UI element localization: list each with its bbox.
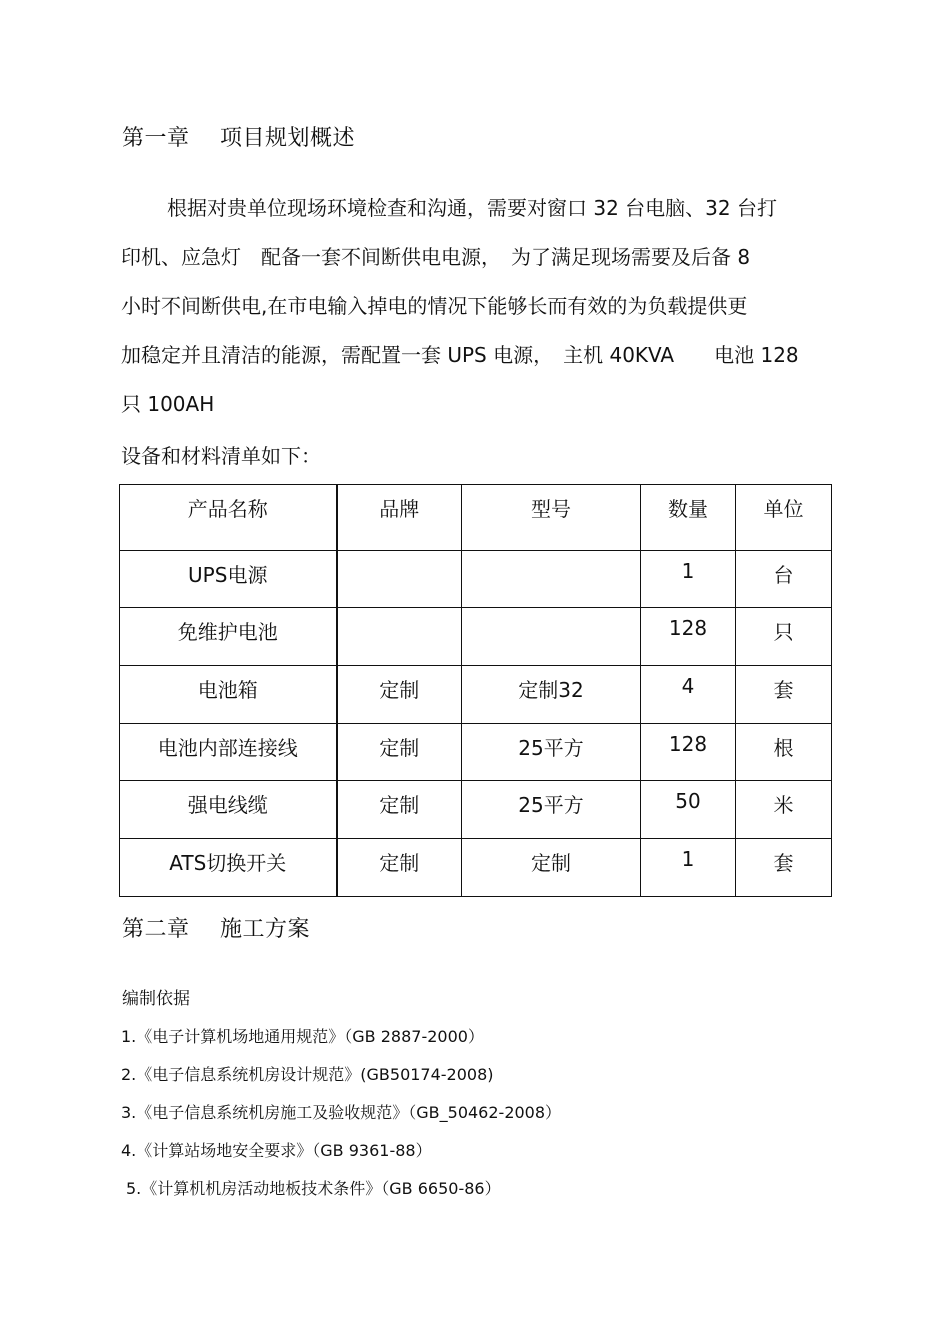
table-row	[120, 608, 832, 666]
cell-product-name: ATS切换开关	[120, 839, 337, 897]
chapter-2-heading	[122, 912, 310, 943]
chapter-1-title: 项目规划概述	[220, 126, 356, 151]
basis-heading: 编制依据	[122, 989, 190, 1009]
cell-unit: 套	[736, 666, 832, 724]
header-model: 型号	[462, 485, 641, 551]
cell-quantity: 128	[641, 608, 736, 666]
table-header-row	[120, 485, 832, 551]
cell-unit: 只	[736, 608, 832, 666]
intro-paragraph	[121, 184, 831, 429]
cell-unit: 台	[736, 551, 832, 608]
chapter-2-title: 施工方案	[220, 917, 311, 942]
reference-item: 3.《电子信息系统机房施工及验收规范》（GB_50462-2008）	[121, 1103, 562, 1122]
cell-quantity: 1	[641, 551, 736, 608]
header-product-name: 产品名称	[120, 485, 337, 551]
cell-product-name: 免维护电池	[120, 608, 337, 666]
reference-item: 2.《电子信息系统机房设计规范》(GB50174-2008)	[121, 1065, 494, 1084]
cell-quantity: 4	[641, 666, 736, 724]
intro-line: 小时不间断供电,在市电输入掉电的情况下能够长而有效的为负载提供更	[121, 294, 748, 318]
cell-model: 25平方	[462, 724, 641, 781]
header-unit: 单位	[736, 485, 832, 551]
cell-brand: 定制	[337, 839, 462, 897]
chapter-1-heading	[122, 121, 355, 152]
cell-product-name: UPS电源	[120, 551, 337, 608]
cell-quantity: 1	[641, 839, 736, 897]
list-intro: 设备和材料清单如下：	[121, 444, 321, 468]
cell-product-name: 电池内部连接线	[120, 724, 337, 781]
intro-line: 根据对贵单位现场环境检查和沟通，需要对窗口 32 台电脑、32 台打	[167, 196, 777, 220]
cell-unit: 根	[736, 724, 832, 781]
reference-item: 1.《电子计算机场地通用规范》（GB 2887-2000）	[121, 1027, 484, 1046]
cell-model: 定制	[462, 839, 641, 897]
header-brand: 品牌	[337, 485, 462, 551]
reference-list	[121, 1018, 561, 1208]
cell-brand: 定制	[337, 781, 462, 839]
reference-item: 5.《计算机机房活动地板技术条件》（GB 6650-86）	[126, 1179, 501, 1198]
table-row	[120, 781, 832, 839]
cell-quantity: 50	[641, 781, 736, 839]
cell-product-name: 电池箱	[120, 666, 337, 724]
table-row	[120, 724, 832, 781]
table-row	[120, 666, 832, 724]
cell-model	[462, 551, 641, 608]
header-quantity: 数量	[641, 485, 736, 551]
cell-brand: 定制	[337, 666, 462, 724]
cell-model: 定制32	[462, 666, 641, 724]
cell-unit: 米	[736, 781, 832, 839]
cell-brand	[337, 608, 462, 666]
reference-item: 4.《计算站场地安全要求》（GB 9361-88）	[121, 1141, 432, 1160]
cell-product-name: 强电线缆	[120, 781, 337, 839]
chapter-2-number: 第二章	[122, 917, 190, 942]
cell-brand	[337, 551, 462, 608]
cell-model: 25平方	[462, 781, 641, 839]
cell-model	[462, 608, 641, 666]
chapter-1-number: 第一章	[122, 126, 190, 151]
intro-line: 印机、应急灯 配备一套不间断供电电源， 为了满足现场需要及后备 8	[121, 245, 751, 269]
cell-brand: 定制	[337, 724, 462, 781]
intro-line: 加稳定并且清洁的能源，需配置一套 UPS 电源， 主机 40KVA 电池 128	[121, 343, 799, 367]
intro-line: 只 100AH	[121, 392, 215, 416]
table-row	[120, 551, 832, 608]
cell-unit: 套	[736, 839, 832, 897]
table-row	[120, 839, 832, 897]
cell-quantity: 128	[641, 724, 736, 781]
equipment-table	[119, 484, 832, 897]
